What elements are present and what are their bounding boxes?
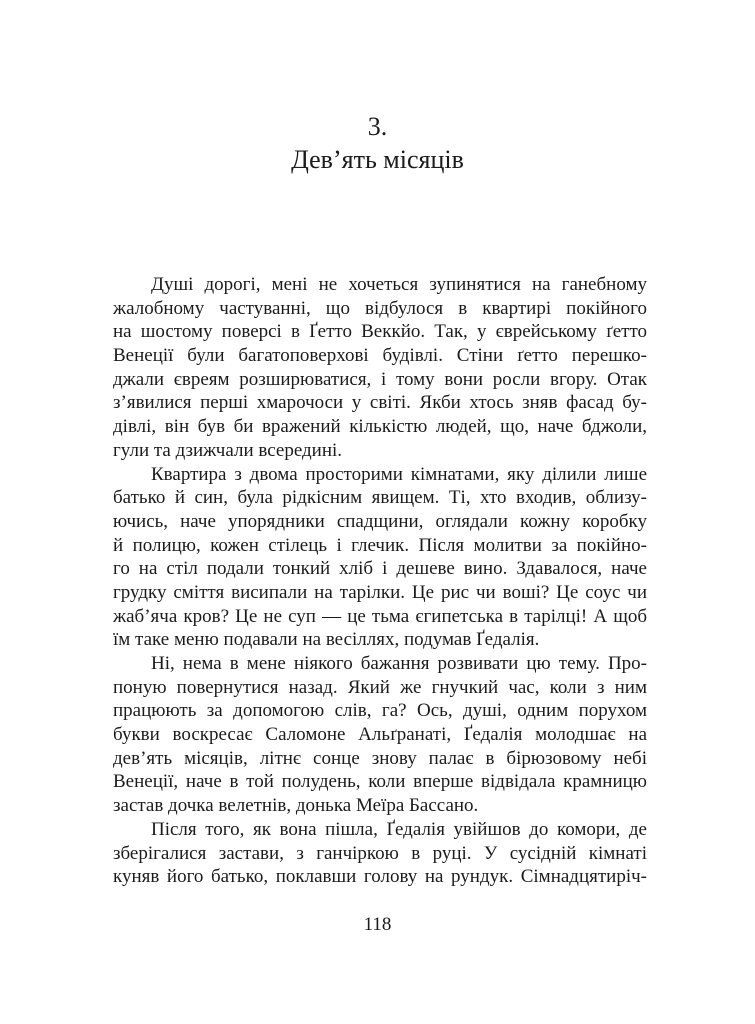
text-line: Квартира з двома просторими кімнатами, яку ділили лише <box>151 463 647 485</box>
chapter-heading <box>0 110 755 176</box>
text-line: застав дочка велетнів, донька Меїра Бассано. <box>113 795 479 817</box>
text-line: грудку сміття висипали на тарілки. Це рис чи воші? Це соус чи <box>113 581 647 603</box>
text-line: їм таке меню подавали на весіллях, подумав Ґедалія. <box>113 629 540 651</box>
text-line: на шостому поверсі в Ґетто Веккйо. Так, у єврейському ґетто <box>113 321 647 343</box>
paragraph <box>113 273 647 463</box>
text-line: з’явилися перші хмарочоси у світі. Якби хтось зняв фасад бу- <box>113 392 647 414</box>
text-line: Після того, як вона пішла, Ґедалія увійшов до комори, де <box>151 818 647 840</box>
text-line: дівлі, він був би вражений кількістю людей, що, наче бджоли, <box>113 416 647 438</box>
text-body <box>113 273 647 889</box>
text-line: батько й син, була рідкісним явищем. Ті, хто входив, облизу- <box>113 487 647 509</box>
text-line: букви воскресає Саломоне Альґранаті, Ґедалія молодшає на <box>113 724 647 746</box>
text-line: Душі дорогі, мені не хочеться зупинятися на ганебному <box>151 274 647 295</box>
page-footer <box>0 913 755 937</box>
text-line: гули та дзижчали всередині. <box>113 439 343 461</box>
text-line: Венеції, наче в той полудень, коли вперше відвідала крамницю <box>113 771 647 793</box>
paragraph <box>113 463 647 653</box>
chapter-title: Дев’ять місяців <box>291 145 464 174</box>
text-line: жалобному частуванні, що відбулося в квартирі покійного <box>113 297 647 319</box>
paragraph <box>113 652 647 818</box>
text-line: джали євреям розширюватися, і тому вони росли вгору. Отак <box>113 368 647 390</box>
text-line: жаб’яча кров? Це не суп — це тьма єгипетська в тарілці! А щоб <box>113 605 647 627</box>
text-line: поную повернутися назад. Який же гнучкий час, коли з ним <box>113 676 647 698</box>
text-line: го на стіл подали тонкий хліб і дешеве вино. Здавалося, наче <box>113 558 647 580</box>
text-line: працюють за допомогою слів, га? Ось, душі, одним порухом <box>113 700 647 722</box>
paragraph <box>113 818 647 889</box>
page-number: 118 <box>363 914 392 935</box>
text-line: куняв його батько, поклавши голову на рундук. Сімнадцятиріч- <box>113 866 647 888</box>
text-line: Ні, нема в мене ніякого бажання розвивати цю тему. Про- <box>151 653 647 674</box>
text-line: й полицю, кожен стілець і глечик. Після молитви за покійно- <box>113 534 647 556</box>
text-line: ючись, наче упорядники спадщини, оглядали кожну коробку <box>113 510 647 532</box>
text-line: Венеції були багатоповерхові будівлі. Стіни ґетто перешко- <box>113 345 647 367</box>
chapter-number: 3. <box>367 112 388 141</box>
text-line: дев’ять місяців, літнє сонце знову палає в бірюзовому небі <box>113 747 647 769</box>
text-line: зберігалися застави, з ганчіркою в руці. У сусідній кімнаті <box>113 842 647 864</box>
